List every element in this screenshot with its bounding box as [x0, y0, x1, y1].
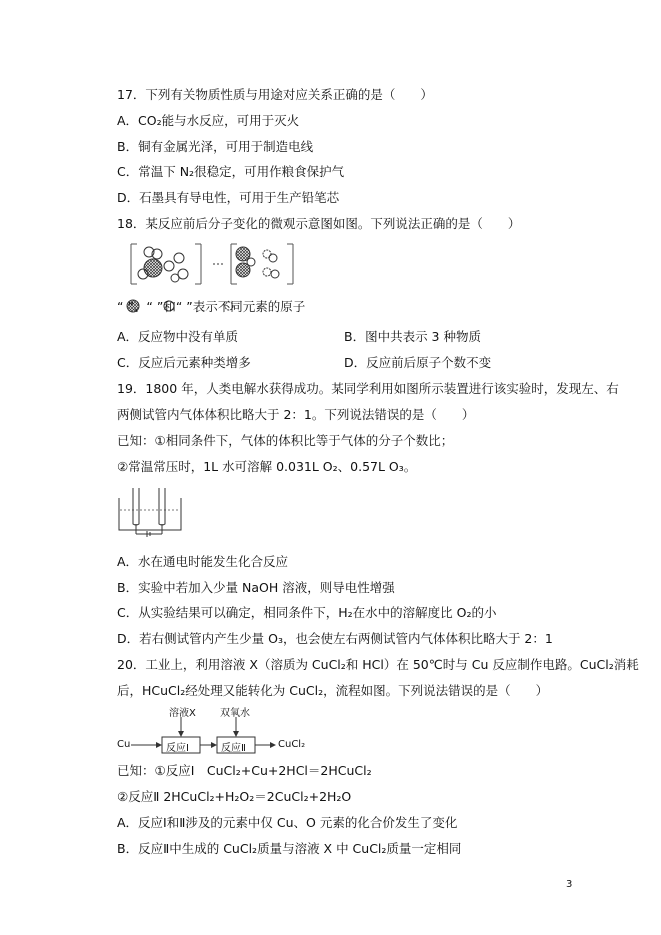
- q17-option-c: C．常温下 N₂很稳定，可用作粮食保护气: [117, 164, 345, 179]
- q20-known-1: 已知：①反应Ⅰ CuCl₂+Cu+2HCl＝2HCuCl₂: [117, 763, 372, 778]
- flow-step1-label: 反应Ⅰ: [166, 743, 189, 754]
- flow-step2-label: 反应Ⅱ: [221, 743, 246, 754]
- flow-solution-x-label: 溶液X: [169, 708, 196, 719]
- q20-option-a: A．反应Ⅰ和Ⅱ涉及的元素中仅 Cu、O 元素的化合价发生了变化: [117, 815, 458, 830]
- q18-stem: 18．某反应前后分子变化的微观示意图如图。下列说法正确的是（ ）: [117, 216, 521, 231]
- q18-option-c: C．反应后元素种类增多: [117, 355, 251, 370]
- q19-option-d: D．若右侧试管内产生少量 O₃，也会使左右两侧试管内气体体积比略大于 2：1: [117, 631, 553, 646]
- q19-option-c: C．从实验结果可以确定，相同条件下，H₂在水中的溶解度比 O₂的小: [117, 605, 497, 620]
- q18-option-a: A．反应物中没有单质: [117, 329, 239, 344]
- q20-flow-diagram: [117, 704, 317, 754]
- q19-stem-line2: 两侧试管内气体体积比略大于 2：1。下列说法错误的是（ ）: [117, 407, 475, 422]
- q17-option-a: A．CO₂能与水反应，可用于灭火: [117, 113, 300, 128]
- flow-h2o2-label: 双氧水: [220, 708, 250, 719]
- q18-legend-text: “ ”、“ ”和“ ”表示不同元素的原子: [117, 299, 306, 314]
- q19-option-a: A．水在通电时能发生化合反应: [117, 554, 289, 569]
- q19-option-b: B．实验中若加入少量 NaOH 溶液，则导电性增强: [117, 580, 395, 595]
- q17-option-d: D．石墨具有导电性，可用于生产铅笔芯: [117, 190, 340, 205]
- molecule-reaction-diagram: [127, 240, 297, 288]
- q20-option-b: B．反应Ⅱ中生成的 CuCl₂质量与溶液 X 中 CuCl₂质量一定相同: [117, 841, 462, 856]
- q17-stem: 17．下列有关物质性质与用途对应关系正确的是（ ）: [117, 87, 433, 102]
- electrolysis-apparatus-diagram: [115, 484, 187, 538]
- q20-stem-line2: 后，HCuCl₂经处理又能转化为 CuCl₂，流程如图。下列说法错误的是（ ）: [117, 683, 549, 698]
- page-number: 3: [566, 879, 573, 890]
- flow-product-label: CuCl₂: [278, 739, 306, 750]
- q20-stem-line1: 20．工业上，利用溶液 X（溶质为 CuCl₂和 HCl）在 50℃时与 Cu 反应制作电路。CuCl₂消耗: [117, 657, 639, 672]
- q19-known-2: ②常温常压时，1L 水可溶解 0.031L O₂、0.57L O₃。: [117, 459, 417, 474]
- q18-option-d: D．反应前后原子个数不变: [344, 355, 492, 370]
- q17-option-b: B．铜有金属光泽，可用于制造电线: [117, 139, 314, 154]
- q19-known-1: 已知：①相同条件下，气体的体积比等于气体的分子个数比；: [117, 433, 454, 448]
- q18-option-b: B．图中共表示 3 种物质: [344, 329, 481, 344]
- q19-stem-line1: 19．1800 年，人类电解水获得成功。某同学利用如图所示装置进行该实验时，发现左、右: [117, 381, 619, 396]
- flow-cu-label: Cu: [117, 739, 131, 750]
- q20-known-2: ②反应Ⅱ 2HCuCl₂+H₂O₂＝2CuCl₂+2H₂O: [117, 789, 352, 804]
